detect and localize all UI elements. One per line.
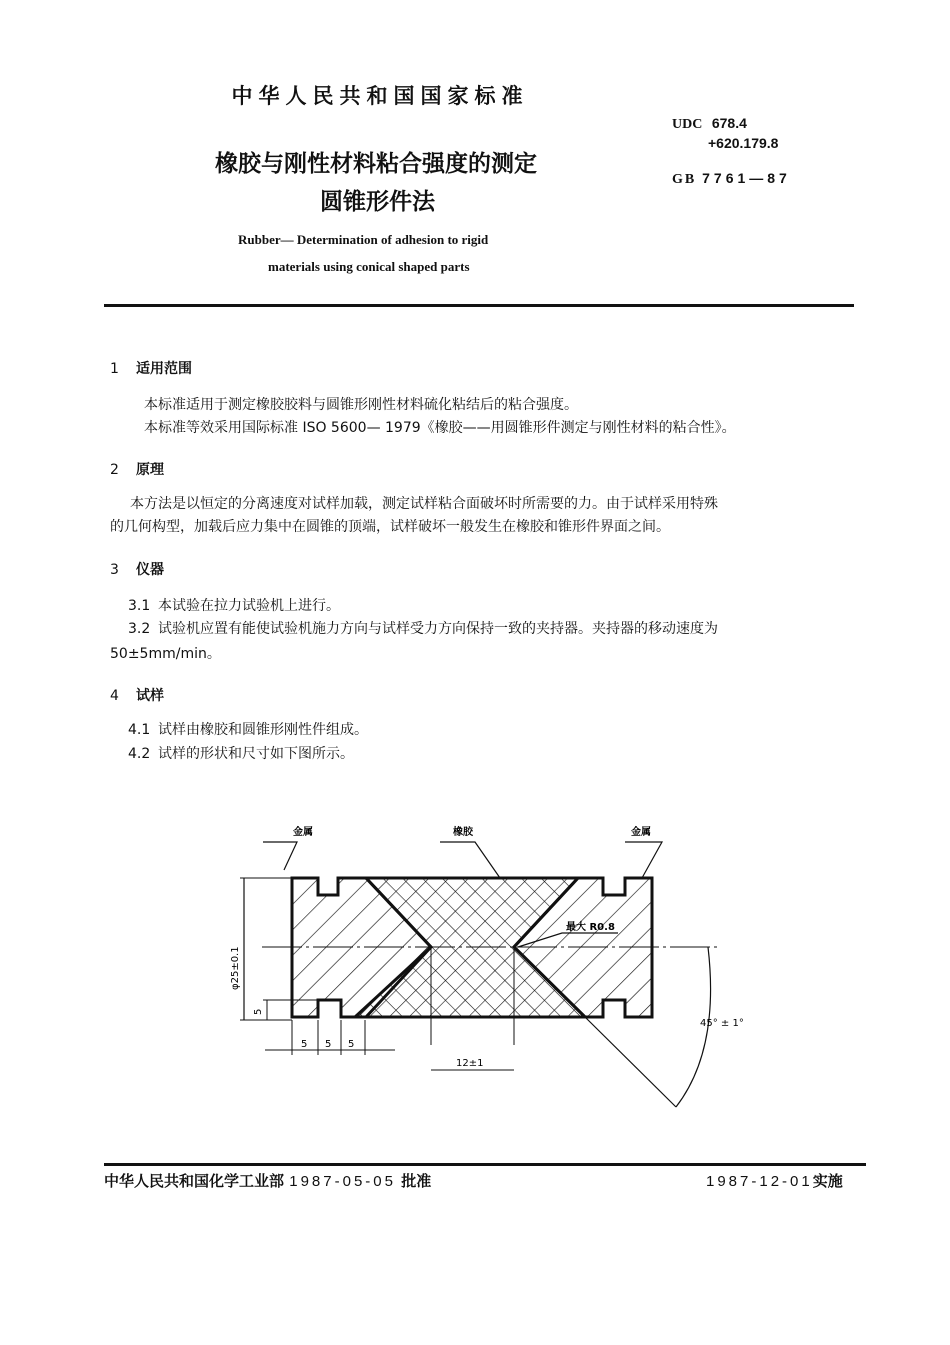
gb-label: GB bbox=[672, 172, 697, 187]
clause-text: 试样由橡胶和圆锥形刚性件组成。 bbox=[158, 722, 368, 738]
udc-code-2: +620.179.8 bbox=[708, 135, 779, 151]
dim-diameter: φ25±0.1 bbox=[230, 946, 241, 990]
section-1-para-1: 本标准适用于测定橡胶胶料与圆锥形刚性材料硫化粘结后的粘合强度。 bbox=[144, 397, 578, 413]
section-number: 3 bbox=[110, 562, 119, 578]
udc-label: UDC bbox=[672, 117, 703, 132]
title-en-line2: materials using conical shaped parts bbox=[268, 259, 470, 274]
title-zh-line2: 圆锥形件法 bbox=[320, 189, 435, 215]
section-number: 4 bbox=[110, 688, 119, 704]
national-standard-heading: 中华人民共和国国家标准 bbox=[231, 84, 529, 108]
dim-step-height: 5 bbox=[253, 1008, 264, 1015]
dim-width-2: 5 bbox=[325, 1039, 332, 1050]
title-zh-line1: 橡胶与刚性材料粘合强度的测定 bbox=[215, 151, 537, 177]
clause-number: 3.2 bbox=[128, 621, 151, 637]
label-metal-left: 金属 bbox=[293, 827, 313, 838]
clause-3-2-continuation: 50±5mm/min。 bbox=[110, 646, 221, 662]
approval-date: 1987-05-05 bbox=[289, 1173, 396, 1190]
footer-divider bbox=[104, 1163, 866, 1166]
section-title: 原理 bbox=[136, 462, 164, 478]
dim-width-3: 5 bbox=[348, 1039, 355, 1050]
gb-code: 7761—87 bbox=[702, 170, 791, 186]
clause-text: 试样的形状和尺寸如下图所示。 bbox=[158, 746, 354, 762]
section-2-para-2: 的几何构型，加载后应力集中在圆锥的顶端，试样破坏一般发生在橡胶和锥形件界面之间。 bbox=[110, 519, 670, 535]
dim-width-1: 5 bbox=[301, 1039, 308, 1050]
section-number: 1 bbox=[110, 361, 119, 377]
clause-number: 4.2 bbox=[128, 746, 151, 762]
label-metal-right: 金属 bbox=[631, 827, 651, 838]
approval-label: 批准 bbox=[401, 1172, 432, 1190]
section-1-para-2: 本标准等效采用国际标准 ISO 5600— 1979《橡胶——用圆锥形件测定与刚性材料的粘合性》。 bbox=[144, 420, 736, 436]
section-title: 适用范围 bbox=[136, 361, 192, 377]
effective-label: 实施 bbox=[812, 1172, 843, 1190]
title-en-line1: Rubber— Determination of adhesion to rigid bbox=[238, 232, 489, 247]
section-2-para-1: 本方法是以恒定的分离速度对试样加载，测定试样粘合面破坏时所需要的力。由于试样采用特殊 bbox=[130, 496, 718, 512]
dim-angle: 45° ± 1° bbox=[700, 1018, 744, 1029]
udc-code-1: 678.4 bbox=[711, 115, 747, 131]
label-radius: 最大 R0.8 bbox=[566, 922, 615, 933]
approval-info bbox=[104, 1170, 431, 1191]
section-number: 2 bbox=[110, 462, 119, 478]
clause-number: 3.1 bbox=[128, 598, 151, 614]
clause-number: 4.1 bbox=[128, 722, 151, 738]
section-title: 仪器 bbox=[136, 562, 164, 578]
label-rubber: 橡胶 bbox=[453, 827, 473, 838]
effective-info bbox=[706, 1170, 843, 1191]
issuer: 中华人民共和国化学工业部 bbox=[104, 1172, 285, 1190]
clause-text: 试验机应置有能使试验机施力方向与试样受力方向保持一致的夹持器。夹持器的移动速度为 bbox=[158, 621, 718, 637]
section-title: 试样 bbox=[136, 688, 164, 704]
dim-tip-gap: 12±1 bbox=[456, 1058, 484, 1069]
clause-text: 本试验在拉力试验机上进行。 bbox=[158, 598, 340, 614]
effective-date: 1987-12-01 bbox=[706, 1173, 813, 1190]
